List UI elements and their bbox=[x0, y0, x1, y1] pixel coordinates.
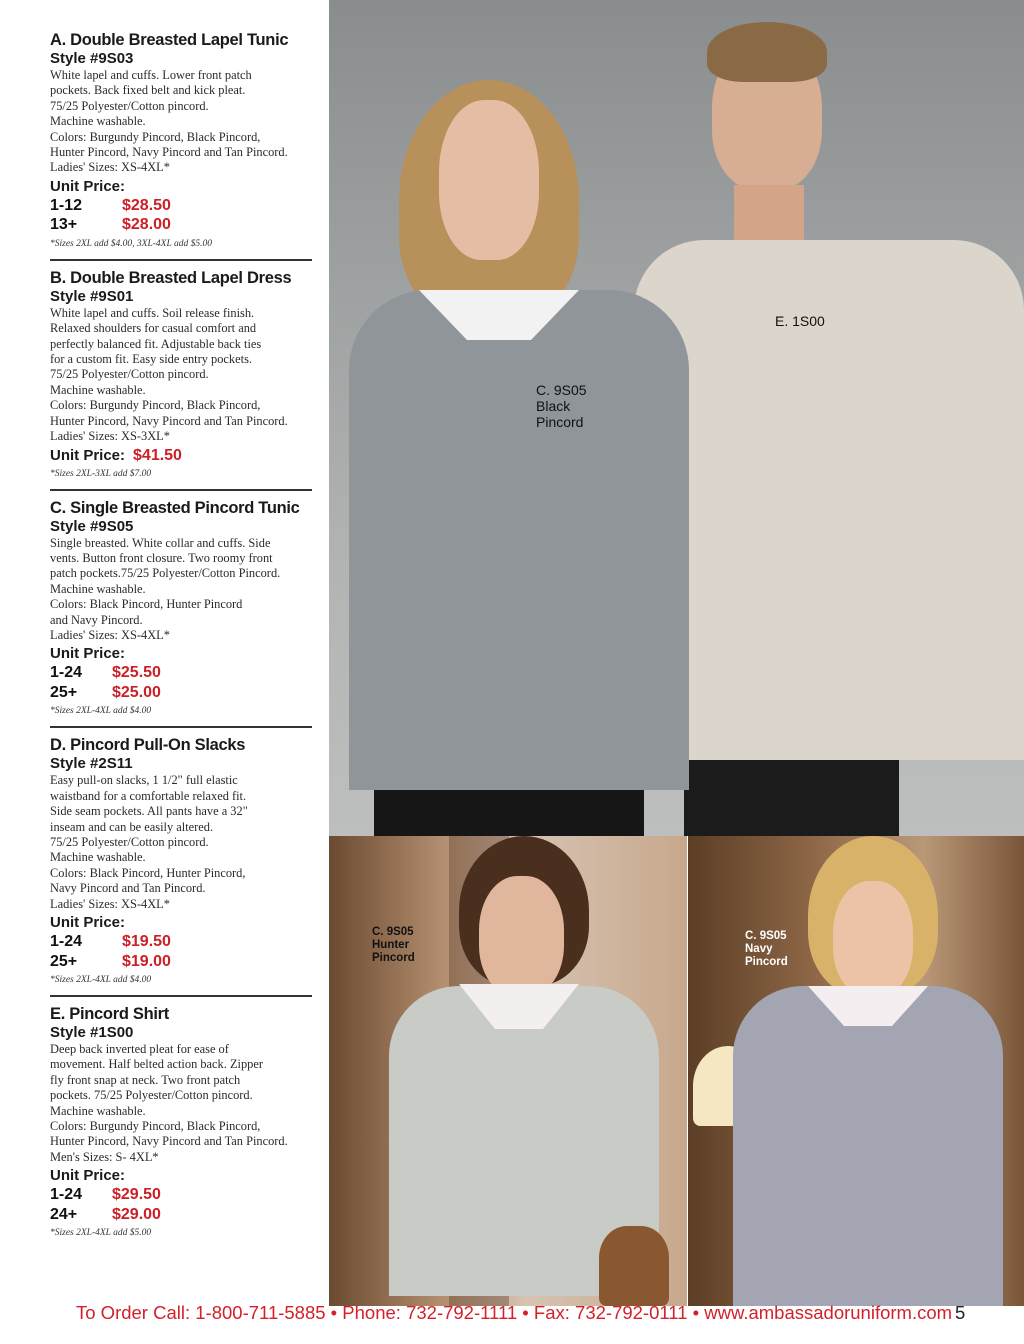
description-line: Machine washable. bbox=[50, 850, 146, 865]
description-line: Hunter Pincord, Navy Pincord and Tan Pincord. bbox=[50, 413, 288, 428]
woman-head bbox=[479, 876, 564, 996]
product-b bbox=[50, 268, 315, 481]
unit-price-label: Unit Price: bbox=[50, 446, 126, 464]
price-qty: 1-24 bbox=[50, 933, 83, 950]
section-divider bbox=[50, 259, 312, 261]
product-description bbox=[50, 1042, 315, 1165]
price-amount: $19.50 bbox=[122, 933, 171, 950]
size-note: *Sizes 2XL-4XL add $5.00 bbox=[50, 1228, 152, 1239]
price-amount: $19.00 bbox=[122, 952, 171, 970]
footer-contact: To Order Call: 1-800-711-5885 • Phone: 732-792-1111 • Fax: 732-792-0111 • www.ambassadoruniform.com bbox=[76, 1302, 953, 1323]
product-e bbox=[50, 1004, 315, 1240]
label-e-1s00: E. 1S00 bbox=[775, 313, 825, 329]
description-line: perfectly balanced fit. Adjustable back ties bbox=[50, 336, 262, 351]
label-line: Pincord bbox=[372, 952, 415, 964]
description-line: 75/25 Polyester/Cotton pincord. bbox=[50, 98, 209, 113]
price-row bbox=[50, 932, 315, 952]
price-row bbox=[50, 663, 315, 683]
man-neck bbox=[734, 185, 804, 245]
man-hair bbox=[707, 22, 827, 82]
price-amount: $28.50 bbox=[122, 196, 171, 214]
woman-tunic bbox=[733, 986, 1003, 1306]
woman-pants bbox=[374, 790, 644, 836]
price-row bbox=[50, 683, 315, 703]
price-qty: 25+ bbox=[50, 683, 78, 701]
price-row bbox=[50, 1185, 315, 1205]
description-line: patch pockets.75/25 Polyester/Cotton Pincord. bbox=[50, 566, 281, 581]
section-divider bbox=[50, 995, 312, 997]
description-line: Relaxed shoulders for casual comfort and bbox=[50, 321, 257, 336]
description-line: waistband for a comfortable relaxed fit. bbox=[50, 788, 247, 803]
size-note: *Sizes 2XL-3XL add $7.00 bbox=[50, 468, 152, 479]
unit-price-label: Unit Price: bbox=[50, 177, 126, 195]
woman-tunic bbox=[349, 290, 689, 790]
unit-price-label: Unit Price: bbox=[50, 914, 126, 931]
price-amount: $29.00 bbox=[112, 1205, 161, 1223]
label-line: C. 9S05 bbox=[536, 382, 587, 398]
description-line: Deep back inverted pleat for ease of bbox=[50, 1042, 229, 1056]
description-line: movement. Half belted action back. Zipper bbox=[50, 1057, 263, 1072]
description-line: Ladies' Sizes: XS-3XL* bbox=[50, 429, 170, 444]
price-qty: 1-24 bbox=[50, 1186, 83, 1204]
product-description bbox=[50, 536, 315, 644]
description-line: Ladies' Sizes: XS-4XL* bbox=[50, 627, 170, 642]
description-line: Men's Sizes: S- 4XL* bbox=[50, 1149, 159, 1164]
description-line: Machine washable. bbox=[50, 382, 146, 397]
product-description bbox=[50, 68, 315, 176]
description-line: Colors: Burgundy Pincord, Black Pincord, bbox=[50, 1119, 261, 1134]
product-c bbox=[50, 498, 315, 719]
description-line: Machine washable. bbox=[50, 1103, 146, 1118]
product-style: Style #9S05 bbox=[50, 517, 134, 535]
description-line: Colors: Burgundy Pincord, Black Pincord, bbox=[50, 129, 261, 144]
price-amount: $29.50 bbox=[112, 1186, 161, 1204]
product-title: A. Double Breasted Lapel Tunic bbox=[50, 31, 289, 49]
product-style: Style #1S00 bbox=[50, 1024, 134, 1041]
description-line: fly front snap at neck. Two front patch bbox=[50, 1072, 241, 1087]
description-line: and Navy Pincord. bbox=[50, 612, 143, 627]
description-line: Hunter Pincord, Navy Pincord and Tan Pincord. bbox=[50, 1134, 288, 1149]
unit-price-label: Unit Price: bbox=[50, 1167, 126, 1185]
price-amount: $41.50 bbox=[133, 446, 182, 464]
price-amount: $25.50 bbox=[112, 664, 161, 682]
section-divider bbox=[50, 726, 312, 728]
label-line: C. 9S05 bbox=[372, 926, 414, 938]
product-description bbox=[50, 773, 315, 912]
product-title: D. Pincord Pull-On Slacks bbox=[50, 736, 246, 755]
price-qty: 25+ bbox=[50, 952, 78, 970]
description-line: 75/25 Polyester/Cotton pincord. bbox=[50, 367, 209, 382]
description-line: Easy pull-on slacks, 1 1/2" full elastic bbox=[50, 773, 238, 788]
product-style: Style #9S01 bbox=[50, 287, 134, 305]
product-a bbox=[50, 30, 315, 251]
size-note: *Sizes 2XL-4XL add $4.00 bbox=[50, 975, 152, 985]
description-line: White lapel and cuffs. Soil release finish. bbox=[50, 305, 255, 320]
description-line: for a custom fit. Easy side entry pockets. bbox=[50, 352, 252, 367]
woman-head bbox=[439, 100, 539, 260]
description-line: Navy Pincord and Tan Pincord. bbox=[50, 881, 206, 896]
woman-head bbox=[833, 881, 913, 996]
label-line: Black bbox=[536, 398, 571, 414]
price-row bbox=[50, 952, 315, 972]
price-qty: 1-12 bbox=[50, 196, 83, 214]
description-line: Hunter Pincord, Navy Pincord and Tan Pincord. bbox=[50, 145, 288, 160]
description-line: inseam and can be easily altered. bbox=[50, 819, 214, 834]
description-line: Side seam pockets. All pants have a 32" bbox=[50, 804, 248, 819]
label-c-9s05-hunter bbox=[372, 926, 415, 965]
man-pants bbox=[684, 760, 899, 836]
product-style: Style #9S03 bbox=[50, 50, 134, 67]
label-line: Pincord bbox=[536, 414, 584, 430]
section-divider bbox=[50, 489, 312, 491]
price-qty: 13+ bbox=[50, 216, 78, 234]
price-qty: 24+ bbox=[50, 1205, 78, 1223]
description-line: Machine washable. bbox=[50, 581, 146, 596]
description-line: Machine washable. bbox=[50, 114, 146, 129]
description-line: pockets. Back fixed belt and kick pleat. bbox=[50, 83, 246, 98]
description-line: Ladies' Sizes: XS-4XL* bbox=[50, 896, 170, 911]
size-note: *Sizes 2XL-4XL add $4.00 bbox=[50, 706, 152, 717]
description-line: 75/25 Polyester/Cotton pincord. bbox=[50, 834, 209, 849]
vase bbox=[599, 1226, 669, 1306]
unit-price-inline bbox=[50, 445, 315, 465]
price-row bbox=[50, 196, 315, 216]
photo-models-top bbox=[329, 0, 1024, 836]
description-line: pockets. 75/25 Polyester/Cotton pincord. bbox=[50, 1088, 253, 1103]
product-d bbox=[50, 735, 315, 987]
description-line: White lapel and cuffs. Lower front patch bbox=[50, 68, 252, 82]
product-style: Style #2S11 bbox=[50, 755, 133, 773]
price-row bbox=[50, 1205, 315, 1225]
price-qty: 1-24 bbox=[50, 664, 83, 682]
description-line: vents. Button front closure. Two roomy front bbox=[50, 550, 273, 565]
label-c-9s05-black bbox=[536, 382, 587, 430]
photo-model-hunter bbox=[329, 836, 687, 1306]
label-line: Pincord bbox=[745, 956, 788, 968]
product-column bbox=[50, 30, 315, 1240]
page-number: 5 bbox=[955, 1302, 966, 1323]
label-line: C. 9S05 bbox=[745, 930, 787, 942]
photo-model-navy bbox=[688, 836, 1024, 1306]
description-line: Colors: Burgundy Pincord, Black Pincord, bbox=[50, 398, 261, 413]
product-description bbox=[50, 306, 315, 445]
price-amount: $28.00 bbox=[122, 216, 171, 234]
unit-price-label: Unit Price: bbox=[50, 645, 126, 663]
description-line: Ladies' Sizes: XS-4XL* bbox=[50, 160, 170, 175]
man-shirt bbox=[634, 240, 1024, 760]
price-amount: $25.00 bbox=[112, 683, 161, 701]
label-c-9s05-navy bbox=[745, 930, 788, 969]
price-row bbox=[50, 215, 315, 235]
product-title: B. Double Breasted Lapel Dress bbox=[50, 268, 292, 287]
label-line: Navy bbox=[745, 943, 773, 955]
description-line: Colors: Black Pincord, Hunter Pincord bbox=[50, 597, 243, 612]
label-line: Hunter bbox=[372, 939, 410, 951]
description-line: Single breasted. White collar and cuffs. Side bbox=[50, 535, 271, 550]
size-note: *Sizes 2XL add $4.00, 3XL-4XL add $5.00 bbox=[50, 238, 212, 249]
description-line: Colors: Black Pincord, Hunter Pincord, bbox=[50, 865, 246, 880]
product-title: E. Pincord Shirt bbox=[50, 1005, 169, 1023]
product-title: C. Single Breasted Pincord Tunic bbox=[50, 498, 300, 517]
